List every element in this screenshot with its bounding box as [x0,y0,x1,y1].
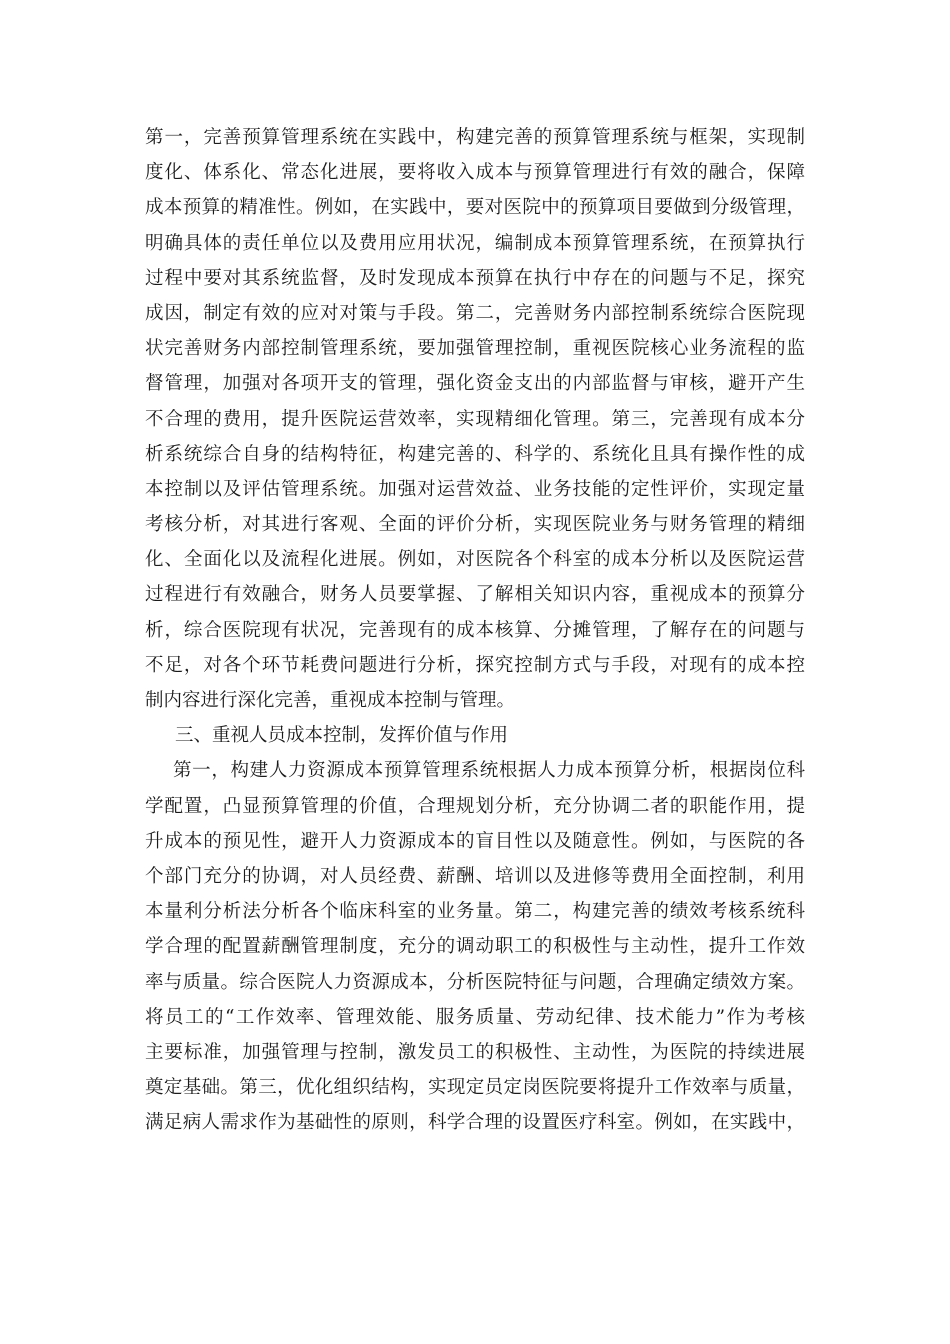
text-line: 考核分析，对其进行客观、全面的评价分析，实现医院业务与财务管理的精细 [145,514,805,536]
text-line: 升成本的预见性，避开人力资源成本的盲目性以及随意性。例如，与医院的各 [145,830,805,852]
text-line-first: 第一，构建人力资源成本预算管理系统根据人力成本预算分析，根据岗位科 [173,760,805,782]
text-line: 学合理的配置薪酬管理制度，充分的调动职工的积极性与主动性，提升工作效 [145,936,805,958]
text-line: 率与质量。综合医院人力资源成本，分析医院特征与问题，合理确定绩效方案。 [145,971,805,993]
text-line: 成因，制定有效的应对对策与手段。第二，完善财务内部控制系统综合医院现 [145,302,805,324]
paragraph-1 [145,120,805,718]
text-line: 不合理的费用，提升医院运营效率，实现精细化管理。第三，完善现有成本分 [145,408,805,430]
document-page [145,120,805,1140]
text-line: 过程中要对其系统监督，及时发现成本预算在执行中存在的问题与不足，探究 [145,267,805,289]
text-line: 主要标准，加强管理与控制，激发员工的积极性、主动性，为医院的持续进展 [145,1041,805,1063]
text-line: 析系统综合自身的结构特征，构建完善的、科学的、系统化且具有操作性的成 [145,443,805,465]
section-heading [145,718,805,753]
text-line: 状完善财务内部控制管理系统，要加强管理控制，重视医院核心业务流程的监 [145,338,805,360]
text-line: 将员工的“工作效率、管理效能、服务质量、劳动纪律、技术能力”作为考核 [145,1006,805,1028]
text-line: 明确具体的责任单位以及费用应用状况，编制成本预算管理系统，在预算执行 [145,232,805,254]
text-line: 第一，完善预算管理系统在实践中，构建完善的预算管理系统与框架，实现制 [145,127,805,148]
text-line: 满足病人需求作为基础性的原则，科学合理的设置医疗科室。例如，在实践中， [145,1112,805,1134]
heading-text: 三、重视人员成本控制，发挥价值与作用 [175,725,509,747]
paragraph-2 [145,753,805,1140]
text-line: 学配置，凸显预算管理的价值，合理规划分析，充分协调二者的职能作用，提 [145,795,805,817]
text-line: 个部门充分的协调，对人员经费、薪酬、培训以及进修等费用全面控制，利用 [145,865,805,887]
text-line: 成本预算的精准性。例如，在实践中，要对医院中的预算项目要做到分级管理， [145,197,805,219]
text-line: 过程进行有效融合，财务人员要掌握、了解相关知识内容，重视成本的预算分 [145,584,805,606]
text-line: 督管理，加强对各项开支的管理，强化资金支出的内部监督与审核，避开产生 [145,373,805,395]
text-line-last: 制内容进行深化完善，重视成本控制与管理。 [145,690,516,711]
text-line: 度化、体系化、常态化进展，要将收入成本与预算管理进行有效的融合，保障 [145,162,805,184]
text-line: 析，综合医院现有状况，完善现有的成本核算、分摊管理，了解存在的问题与 [145,619,805,641]
text-line: 奠定基础。第三，优化组织结构，实现定员定岗医院要将提升工作效率与质量， [145,1077,805,1099]
text-line: 不足，对各个环节耗费问题进行分析，探究控制方式与手段，对现有的成本控 [145,654,805,676]
text-line: 化、全面化以及流程化进展。例如，对医院各个科室的成本分析以及医院运营 [145,549,805,571]
text-line: 本控制以及评估管理系统。加强对运营效益、业务技能的定性评价，实现定量 [145,478,805,500]
text-line: 本量利分析法分析各个临床科室的业务量。第二，构建完善的绩效考核系统科 [145,901,805,923]
